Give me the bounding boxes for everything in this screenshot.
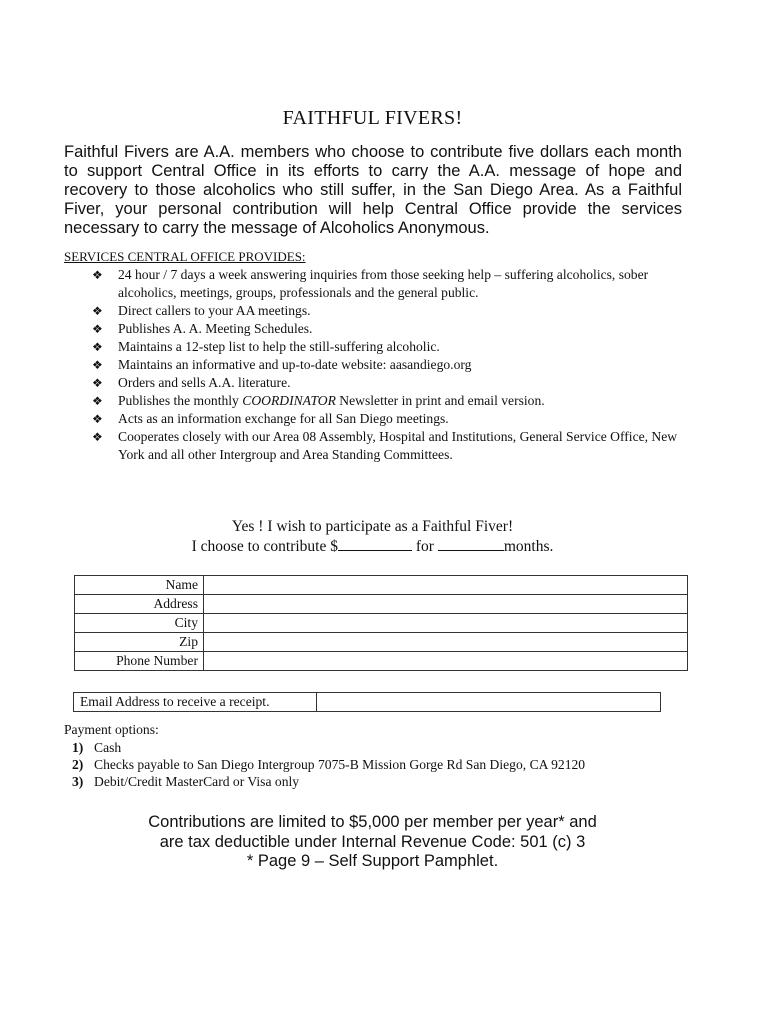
list-item bbox=[92, 410, 692, 428]
service-text: 24 hour / 7 days a week answering inquiries from those seeking help – suffering alcoholics, sober alcoholics, meetings, groups, professionals and the general public. bbox=[118, 267, 649, 300]
pledge-line-1: Yes ! I wish to participate as a Faithful Fiver! bbox=[231, 518, 514, 535]
diamond-bullet-icon: ❖ bbox=[92, 430, 103, 444]
pledge-line-2 bbox=[0, 537, 745, 557]
email-label: Email Address to receive a receipt. bbox=[74, 693, 317, 712]
service-text: Direct callers to your AA meetings. bbox=[118, 303, 311, 318]
zip-field[interactable] bbox=[204, 633, 688, 652]
pledge-text-a: I choose to contribute $ bbox=[191, 538, 338, 555]
table-row bbox=[75, 614, 688, 633]
diamond-bullet-icon: ❖ bbox=[92, 304, 103, 318]
diamond-bullet-icon: ❖ bbox=[92, 322, 103, 336]
footer-note bbox=[0, 813, 745, 872]
months-blank[interactable] bbox=[438, 538, 504, 551]
pledge-text-c: months. bbox=[503, 538, 554, 555]
name-field[interactable] bbox=[204, 576, 688, 595]
amount-blank[interactable] bbox=[338, 538, 412, 551]
list-item bbox=[72, 756, 585, 773]
list-item bbox=[92, 320, 692, 338]
contact-form-table bbox=[74, 575, 688, 671]
option-text: Cash bbox=[94, 740, 122, 755]
list-item bbox=[92, 266, 692, 302]
service-text-tail: Newsletter in print and email version. bbox=[335, 393, 545, 408]
pledge-text-b: for bbox=[412, 538, 438, 555]
email-field[interactable] bbox=[317, 693, 661, 712]
services-list bbox=[92, 266, 692, 464]
phone-label: Phone Number bbox=[75, 652, 204, 671]
payment-options-list bbox=[72, 739, 585, 790]
zip-label: Zip bbox=[75, 633, 204, 652]
address-label: Address bbox=[75, 595, 204, 614]
page-title: FAITHFUL FIVERS! bbox=[282, 107, 463, 129]
list-item bbox=[92, 374, 692, 392]
diamond-bullet-icon: ❖ bbox=[92, 412, 103, 426]
coordinator-word: COORDINATOR bbox=[242, 393, 336, 408]
table-row bbox=[75, 595, 688, 614]
footer-line-3: * Page 9 – Self Support Pamphlet. bbox=[246, 852, 499, 870]
service-text: Orders and sells A.A. literature. bbox=[118, 375, 291, 390]
phone-field[interactable] bbox=[204, 652, 688, 671]
diamond-bullet-icon: ❖ bbox=[92, 340, 103, 354]
diamond-bullet-icon: ❖ bbox=[92, 268, 103, 282]
table-row bbox=[74, 693, 661, 712]
option-number: 1) bbox=[72, 740, 84, 755]
service-text: Publishes A. A. Meeting Schedules. bbox=[118, 321, 313, 336]
address-field[interactable] bbox=[204, 595, 688, 614]
option-text: Debit/Credit MasterCard or Visa only bbox=[94, 774, 300, 789]
intro-paragraph: Faithful Fivers are A.A. members who choose to contribute five dollars each month to support Central Office in its efforts to carry the A.A. message of hope and recovery to those alcoholics who still suffer, in the San Diego Area. As a Faithful Fiver, your personal contribution will help Central Office provide the services necessary to carry the message of Alcoholics Anonymous. bbox=[64, 143, 682, 237]
option-number: 3) bbox=[72, 774, 84, 789]
table-row bbox=[75, 576, 688, 595]
list-item bbox=[72, 739, 585, 756]
city-field[interactable] bbox=[204, 614, 688, 633]
footer-line-2: are tax deductible under Internal Revenue Code: 501 (c) 3 bbox=[159, 832, 586, 851]
diamond-bullet-icon: ❖ bbox=[92, 376, 103, 390]
list-item bbox=[92, 302, 692, 320]
option-number: 2) bbox=[72, 757, 84, 772]
service-text: Maintains an informative and up-to-date website: aasandiego.org bbox=[118, 357, 472, 372]
service-text: Publishes the monthly bbox=[118, 393, 243, 408]
payment-heading: Payment options: bbox=[64, 722, 159, 737]
list-item bbox=[72, 773, 585, 790]
service-text: Acts as an information exchange for all San Diego meetings. bbox=[118, 411, 449, 426]
diamond-bullet-icon: ❖ bbox=[92, 394, 103, 408]
table-row bbox=[75, 633, 688, 652]
service-text: Maintains a 12-step list to help the still-suffering alcoholic. bbox=[118, 339, 440, 354]
name-label: Name bbox=[75, 576, 204, 595]
table-row bbox=[75, 652, 688, 671]
option-text: Checks payable to San Diego Intergroup 7075-B Mission Gorge Rd San Diego, CA 92120 bbox=[94, 757, 586, 772]
service-text: Cooperates closely with our Area 08 Assembly, Hospital and Institutions, General Service Office, New York and all other Intergroup and Area Standing Committees. bbox=[118, 429, 678, 462]
pledge-block bbox=[0, 517, 745, 557]
diamond-bullet-icon: ❖ bbox=[92, 358, 103, 372]
list-item bbox=[92, 356, 692, 374]
list-item bbox=[92, 392, 692, 410]
city-label: City bbox=[75, 614, 204, 633]
list-item bbox=[92, 338, 692, 356]
footer-line-1: Contributions are limited to $5,000 per member per year* and bbox=[148, 813, 597, 831]
list-item bbox=[92, 428, 692, 464]
email-table bbox=[73, 692, 661, 712]
services-heading: SERVICES CENTRAL OFFICE PROVIDES: bbox=[64, 249, 306, 264]
